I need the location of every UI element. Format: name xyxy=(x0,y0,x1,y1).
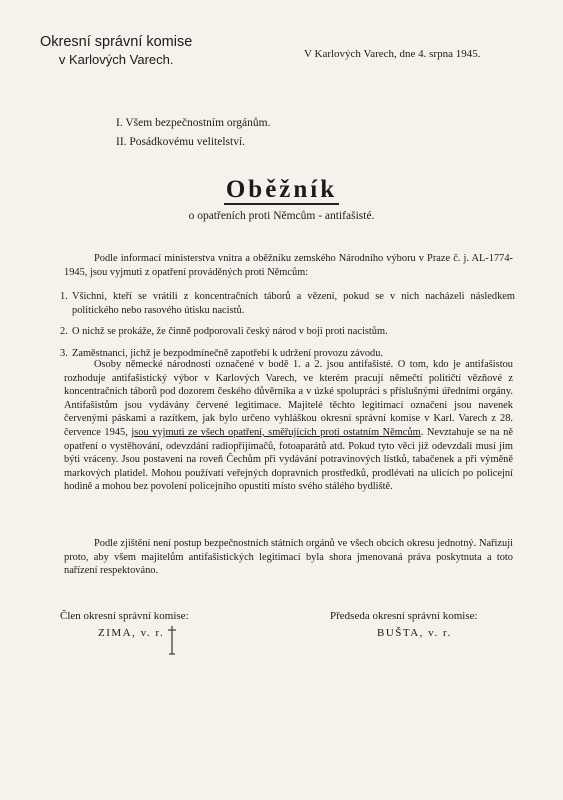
list-item-text: O nichž se prokáže, že činně podporovali český národ v boji proti nacistům. xyxy=(72,326,388,338)
paragraph-text-end: . Nevztahuje se na ně opatření o vystěhování, odevzdání radiopřijímačů, fotoaparátů atd. Pokud tyto věci již odevzdali musí jim býti vráceny. Jsou postaveni na roveň Čechům při vydávání potravinových lístků, tabačenek a při výměně markových platidel. Mohou používati veřejných dopravních prostředků, prodlévati na ulicích po policejní hodině a mohou bez povolení policejního opustiti místo svého stálého bydliště. xyxy=(64,426,513,493)
chair-signature-label: Předseda okresní správní komise: xyxy=(330,610,478,622)
member-signature-label: Člen okresní správní komise: xyxy=(60,610,189,622)
issuer-block xyxy=(40,34,192,68)
underlined-exemption: jsou vyjmuti ze všech opatření, směřujících proti ostatním Němcům xyxy=(131,426,421,438)
addressee-1: I. Všem bezpečnostním orgánům. xyxy=(116,117,271,129)
exemption-list xyxy=(60,290,515,368)
document-subtitle: o opatřeních proti Němcům - antifašisté. xyxy=(188,210,375,222)
list-item-text: Zaměstnanci, jichž je bezpodmínečně zapotřebí k udržení provozu závodu. xyxy=(72,347,384,359)
list-item xyxy=(60,290,515,317)
addressee-2: II. Posádkovému velitelství. xyxy=(116,136,246,148)
list-item-number: 1. xyxy=(60,291,68,302)
list-item xyxy=(60,325,515,339)
list-item-text: Všichni, kteří se vrátili z koncentračních táborů a vězení, pokud se v nich nacházeli následkem politického nebo rasového útisku nacistů. xyxy=(72,291,515,316)
list-item-number: 2. xyxy=(60,326,68,338)
place-date: V Karlových Varech, dne 4. srpna 1945. xyxy=(304,48,481,60)
intro-text: Podle informací ministerstva vnitra a oběžníku zemského Národního výboru v Praze č. j. AL-1774-1945, jsou vyjmuti z opatření prováděných proti Němcům: xyxy=(64,253,513,278)
handwritten-mark xyxy=(165,624,179,658)
member-signature-name: ZIMA, v. r. xyxy=(98,627,165,639)
paragraph-text-start: Osoby německé národnosti označené v bodě 1. a 2. jsou antifašisté. O tom, kdo je antifašistou rozhoduje antifašistický výbor v Karlových Varech, ve kterém pracují němečtí političtí vězňové z koncentračních táborů pod dozorem českého důvěrníka a v úzké spolupráci s příslušnými úředními orgány. Antifašistům jsou vydávány červené legitimace. Majitelé těchto legitimací označeni jsou navenek červenými páskami a razítkem, jak bylo určeno vyhláškou okresní správní komise v Karl. Varech z 28. července 1945, xyxy=(64,359,513,438)
issuer-name: Okresní správní komise xyxy=(40,34,193,50)
addressee-list xyxy=(116,114,270,152)
issuer-place: v Karlových Varech. xyxy=(58,52,174,67)
list-item-number: 3. xyxy=(60,347,68,359)
paragraph-text xyxy=(64,358,513,494)
order-text: Podle zjištění není postup bezpečnostních státních orgánů ve všech obcích okresu jednotný. Nařizuji proto, aby všem majitelům antifašistických legitimací byla shora jmenovaná práva poskytnuta a toto nařízení respektováno. xyxy=(64,538,513,577)
antifascist-paragraph xyxy=(64,358,513,494)
intro-paragraph xyxy=(64,252,513,279)
order-paragraph xyxy=(64,537,513,578)
chair-signature-name: BUŠTA, v. r. xyxy=(377,627,452,639)
title-text: Oběžník xyxy=(225,176,338,203)
document-title xyxy=(0,176,563,204)
